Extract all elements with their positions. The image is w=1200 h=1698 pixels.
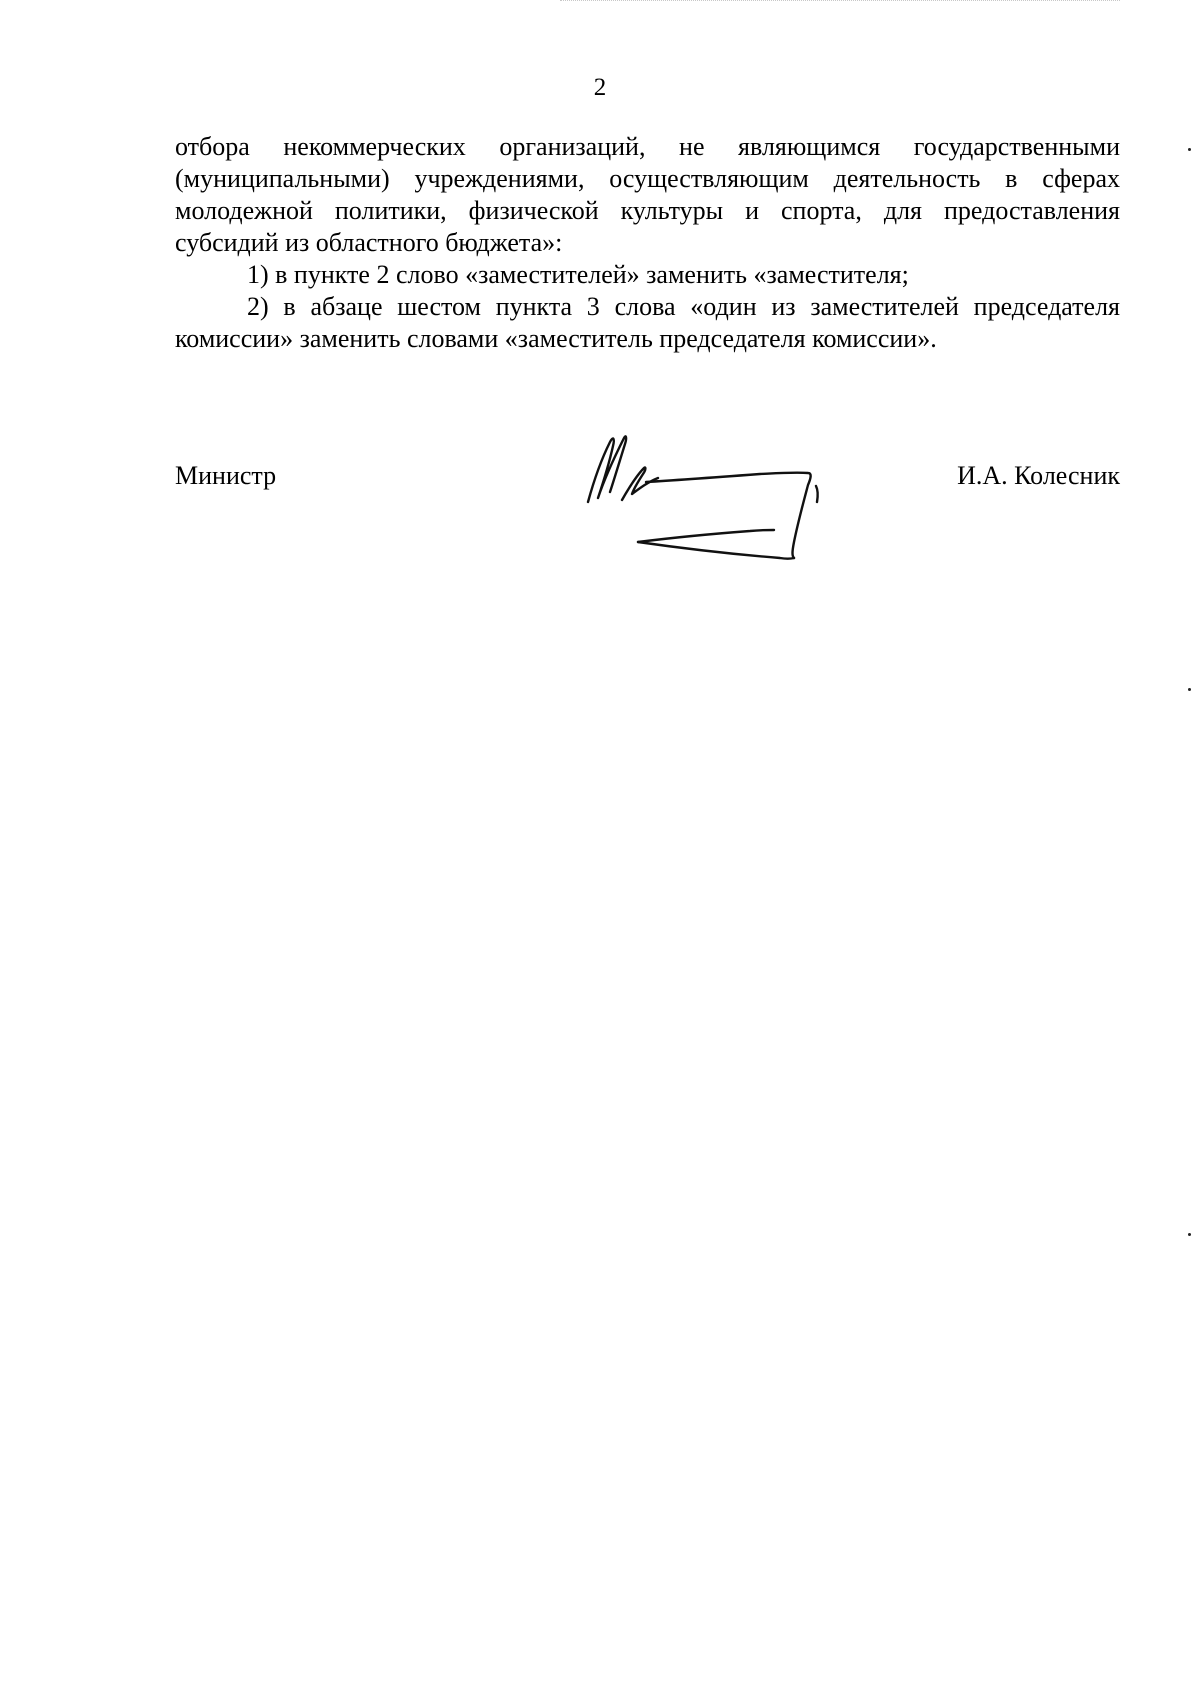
signer-position: Министр — [175, 461, 277, 490]
signer-name: И.А. Колесник — [957, 461, 1120, 490]
scan-dot — [1188, 1233, 1191, 1236]
scan-edge-noise — [560, 0, 1120, 3]
page-number: 2 — [593, 74, 607, 101]
paragraph-continuation: отбора некоммерческих организаций, не являющимся государственными (муниципальными) учреждениями, осуществляющим деятельность в сферах молодежной политики, физической культуры и спорта, для предоставления субсидий из областного бюджета»: — [175, 132, 1120, 257]
paragraph-item-1: 1) в пункте 2 слово «заместителей» заменить «заместителя; — [247, 260, 909, 289]
document-body — [175, 131, 1120, 355]
paragraph-item-2: 2) в абзаце шестом пункта 3 слова «один из заместителей председателя комиссии» заменить словами «заместитель председателя комиссии». — [175, 292, 1120, 353]
scan-dot — [1188, 148, 1191, 151]
scan-dot — [1188, 688, 1191, 691]
handwritten-signature — [580, 430, 850, 570]
